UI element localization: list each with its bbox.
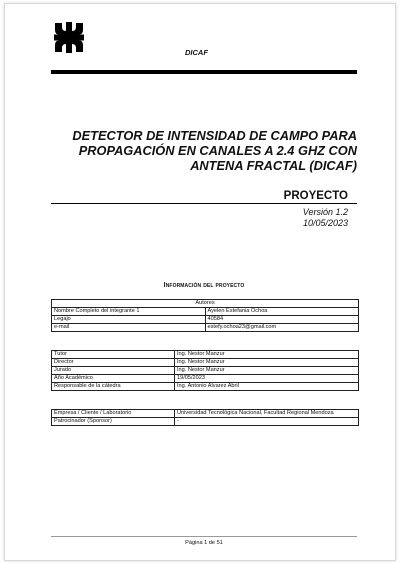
cell-value: 19/05/2023 xyxy=(175,375,359,383)
table-row xyxy=(52,359,359,367)
cell-value: - xyxy=(175,418,359,426)
version-label: Versión xyxy=(302,207,333,217)
table-row xyxy=(52,316,359,324)
header-rule xyxy=(51,70,357,74)
cell-value: Ing. Nestor Manzur xyxy=(175,351,359,359)
document-date: 10/05/2023 xyxy=(302,218,348,228)
title-line-2: PROPAGACIÓN EN CANALES A 2.4 GHZ CON xyxy=(78,143,357,158)
cell-value: Ing. Antonio Alvarez Abril xyxy=(175,383,359,391)
cell-value: estefy.ochoa23@gmail.com xyxy=(205,324,359,332)
version-number: 1.2 xyxy=(335,207,348,217)
organization-table xyxy=(51,409,359,426)
cell-label: Jurado xyxy=(52,367,175,375)
table-row xyxy=(52,300,359,308)
cell-label: Empresa / Cliente / Laboratorio xyxy=(52,410,175,418)
table-row xyxy=(52,324,359,332)
title-line-3: ANTENA FRACTAL (DICAF) xyxy=(190,158,357,173)
header-doc-code: DICAF xyxy=(185,48,208,57)
document-title xyxy=(51,128,357,173)
footer-rule xyxy=(51,536,357,537)
table-row xyxy=(52,367,359,375)
cell-value: Ing. Nestor Manzur xyxy=(175,359,359,367)
title-line-1: DETECTOR DE INTENSIDAD DE CAMPO PARA xyxy=(72,128,357,143)
authors-header: Autores xyxy=(52,300,359,308)
table-row xyxy=(52,351,359,359)
page-number: Página 1 de 51 xyxy=(185,540,223,546)
cell-label: Legajo xyxy=(52,316,206,324)
cell-value: Universidad Tecnológica Nacional, Facultad Regional Mendoza xyxy=(175,410,359,418)
cell-label: e-mail xyxy=(52,324,206,332)
table-row xyxy=(52,410,359,418)
info-section-title: Información del proyecto xyxy=(163,282,245,289)
cell-label: Nombre Completo del integrante 1 xyxy=(52,308,206,316)
table-row xyxy=(52,375,359,383)
cell-label: Director xyxy=(52,359,175,367)
cell-value: Ing. Nestor Manzur xyxy=(175,367,359,375)
cell-value: 40584 xyxy=(205,316,359,324)
table-row xyxy=(52,383,359,391)
authors-table xyxy=(51,299,359,332)
cell-label: Año Académico xyxy=(52,375,175,383)
document-version xyxy=(303,207,348,217)
table-row xyxy=(52,308,359,316)
cell-value: Ayelen Estefania Ochoa xyxy=(205,308,359,316)
document-type: PROYECTO xyxy=(283,190,348,202)
document-type-rule xyxy=(51,203,357,204)
table-row xyxy=(52,418,359,426)
roles-table xyxy=(51,350,359,391)
cell-label: Patrocinador (Sponsor) xyxy=(52,418,175,426)
cell-label: Tutor xyxy=(52,351,175,359)
cell-label: Responsable de la cátedra xyxy=(52,383,175,391)
utn-logo-icon xyxy=(54,22,84,53)
document-page xyxy=(4,3,396,561)
